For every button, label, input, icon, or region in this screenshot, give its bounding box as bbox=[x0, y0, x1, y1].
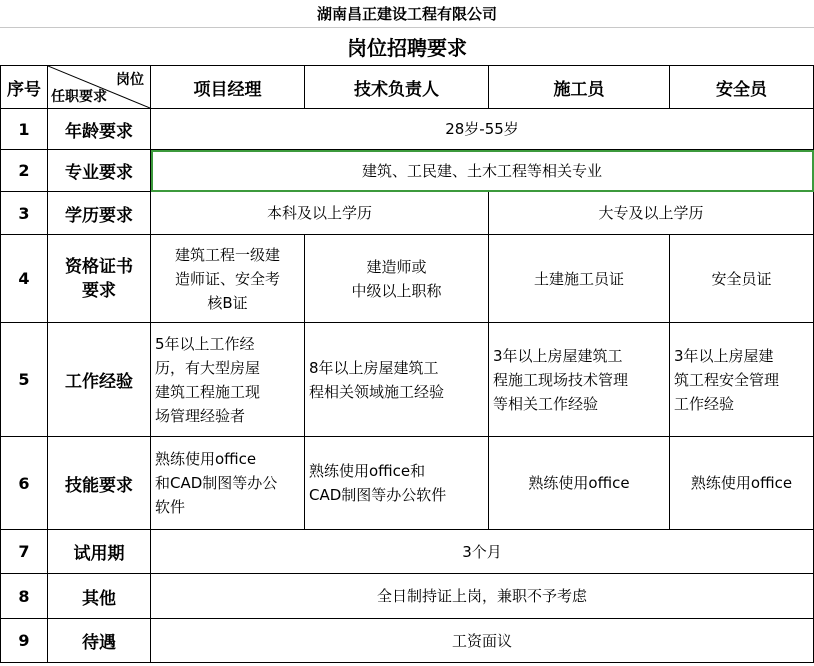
row-number[interactable]: 8 bbox=[0, 574, 48, 619]
exp-project-manager[interactable]: 5年以上工作经 历，有大型房屋 建筑工程施工现 场管理经验者 bbox=[151, 323, 305, 437]
header-seq[interactable]: 序号 bbox=[0, 66, 48, 109]
skill-tech-lead[interactable]: 熟练使用office和 CAD制图等办公软件 bbox=[305, 437, 489, 530]
exp-tech-lead[interactable]: 8年以上房屋建筑工 程相关领域施工经验 bbox=[305, 323, 489, 437]
row-value-other[interactable]: 全日制持证上岗，兼职不予考虑 bbox=[151, 574, 814, 619]
row-value-salary[interactable]: 工资面议 bbox=[151, 619, 814, 663]
row-value-major-selected[interactable]: 建筑、工民建、土木工程等相关专业 bbox=[151, 150, 814, 192]
row-label-skills[interactable]: 技能要求 bbox=[48, 437, 151, 530]
row-value-education-college[interactable]: 大专及以上学历 bbox=[489, 192, 814, 235]
diagonal-label-position: 岗位 bbox=[116, 72, 144, 88]
cert-project-manager[interactable]: 建筑工程一级建 造师证、安全考 核B证 bbox=[151, 235, 305, 323]
row-label-education[interactable]: 学历要求 bbox=[48, 192, 151, 235]
skill-constructor[interactable]: 熟练使用office bbox=[489, 437, 670, 530]
skill-safety-officer[interactable]: 熟练使用office bbox=[670, 437, 814, 530]
company-name: 湖南昌正建设工程有限公司 bbox=[316, 5, 497, 23]
diagonal-label-requirement: 任职要求 bbox=[51, 89, 107, 105]
cert-constructor[interactable]: 土建施工员证 bbox=[489, 235, 670, 323]
row-label-probation[interactable]: 试用期 bbox=[48, 530, 151, 574]
row-number[interactable]: 1 bbox=[0, 109, 48, 150]
row-number[interactable]: 2 bbox=[0, 150, 48, 192]
row-value-education-bachelor[interactable]: 本科及以上学历 bbox=[151, 192, 489, 235]
row-value-probation[interactable]: 3个月 bbox=[151, 530, 814, 574]
row-label-major[interactable]: 专业要求 bbox=[48, 150, 151, 192]
header-position-project-manager[interactable]: 项目经理 bbox=[151, 66, 305, 109]
row-label-other[interactable]: 其他 bbox=[48, 574, 151, 619]
row-value-age[interactable]: 28岁-55岁 bbox=[151, 109, 814, 150]
row-number[interactable]: 9 bbox=[0, 619, 48, 663]
header-diagonal-cell[interactable] bbox=[48, 66, 151, 109]
row-number[interactable]: 3 bbox=[0, 192, 48, 235]
row-label-experience[interactable]: 工作经验 bbox=[48, 323, 151, 437]
row-label-salary[interactable]: 待遇 bbox=[48, 619, 151, 663]
row-number[interactable]: 4 bbox=[0, 235, 48, 323]
row-label-age[interactable]: 年龄要求 bbox=[48, 109, 151, 150]
header-position-tech-lead[interactable]: 技术负责人 bbox=[305, 66, 489, 109]
page-title: 岗位招聘要求 bbox=[0, 28, 814, 66]
exp-constructor[interactable]: 3年以上房屋建筑工 程施工现场技术管理 等相关工作经验 bbox=[489, 323, 670, 437]
row-number[interactable]: 6 bbox=[0, 437, 48, 530]
row-number[interactable]: 5 bbox=[0, 323, 48, 437]
exp-safety-officer[interactable]: 3年以上房屋建 筑工程安全管理 工作经验 bbox=[670, 323, 814, 437]
row-label-certificate[interactable]: 资格证书 要求 bbox=[48, 235, 151, 323]
cert-safety-officer[interactable]: 安全员证 bbox=[670, 235, 814, 323]
skill-project-manager[interactable]: 熟练使用office 和CAD制图等办公 软件 bbox=[151, 437, 305, 530]
header-position-constructor[interactable]: 施工员 bbox=[489, 66, 670, 109]
row-number[interactable]: 7 bbox=[0, 530, 48, 574]
header-position-safety-officer[interactable]: 安全员 bbox=[670, 66, 814, 109]
cert-tech-lead[interactable]: 建造师或 中级以上职称 bbox=[305, 235, 489, 323]
